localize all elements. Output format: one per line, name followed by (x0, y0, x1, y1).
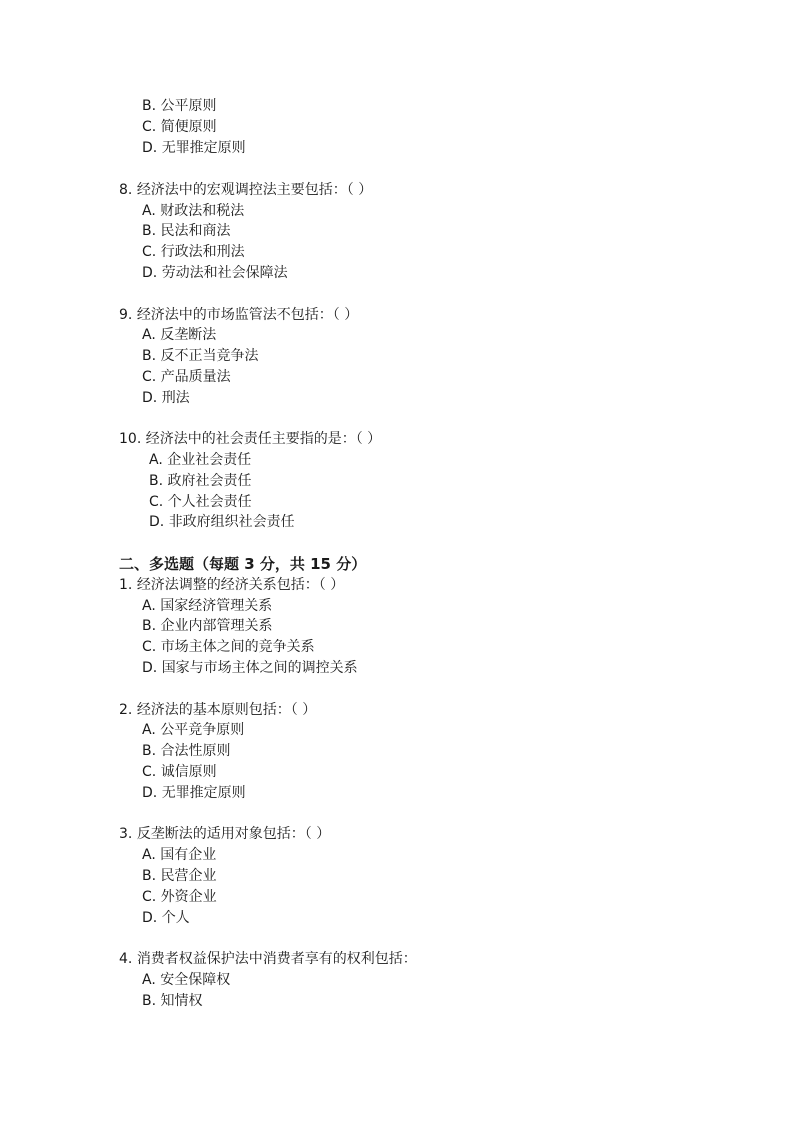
mc-option-3-c: C. 外资企业 (142, 889, 217, 905)
question-10-stem: 10. 经济法中的社会责任主要指的是：（ ） (119, 431, 382, 447)
option-7-b: B. 公平原则 (142, 98, 217, 114)
mc-option-1-d: D. 国家与市场主体之间的调控关系 (142, 660, 358, 676)
mc-question-3-stem: 3. 反垄断法的适用对象包括：（ ） (119, 826, 331, 842)
question-9-stem: 9. 经济法中的市场监管法不包括：（ ） (119, 307, 359, 323)
mc-option-3-b: B. 民营企业 (142, 868, 217, 884)
mc-question-4-stem: 4. 消费者权益保护法中消费者享有的权利包括： (119, 951, 417, 967)
option-9-d: D. 刑法 (142, 390, 190, 406)
option-8-a: A. 财政法和税法 (142, 203, 245, 219)
option-7-c: C. 简便原则 (142, 119, 217, 135)
section-heading: 二、多选题（每题 3 分，共 15 分） (119, 555, 367, 573)
option-9-a: A. 反垄断法 (142, 327, 217, 343)
option-9-c: C. 产品质量法 (142, 369, 231, 385)
mc-question-2-stem: 2. 经济法的基本原则包括：（ ） (119, 702, 317, 718)
mc-option-1-c: C. 市场主体之间的竞争关系 (142, 639, 315, 655)
mc-option-3-d: D. 个人 (142, 910, 190, 926)
question-8-stem: 8. 经济法中的宏观调控法主要包括：（ ） (119, 182, 373, 198)
option-8-b: B. 民法和商法 (142, 223, 231, 239)
mc-question-1-stem: 1. 经济法调整的经济关系包括：（ ） (119, 577, 345, 593)
mc-option-1-a: A. 国家经济管理关系 (142, 598, 273, 614)
mc-option-2-b: B. 合法性原则 (142, 743, 231, 759)
option-10-c: C. 个人社会责任 (149, 494, 252, 510)
option-9-b: B. 反不正当竞争法 (142, 348, 259, 364)
option-10-d: D. 非政府组织社会责任 (149, 514, 295, 530)
option-8-c: C. 行政法和刑法 (142, 244, 245, 260)
mc-option-2-c: C. 诚信原则 (142, 764, 217, 780)
option-7-d: D. 无罪推定原则 (142, 140, 246, 156)
option-10-a: A. 企业社会责任 (149, 452, 252, 468)
mc-option-2-a: A. 公平竞争原则 (142, 722, 245, 738)
option-8-d: D. 劳动法和社会保障法 (142, 265, 288, 281)
mc-option-2-d: D. 无罪推定原则 (142, 785, 246, 801)
mc-option-3-a: A. 国有企业 (142, 847, 217, 863)
mc-option-1-b: B. 企业内部管理关系 (142, 618, 273, 634)
mc-option-4-a: A. 安全保障权 (142, 972, 231, 988)
option-10-b: B. 政府社会责任 (149, 473, 252, 489)
mc-option-4-b: B. 知情权 (142, 993, 203, 1009)
